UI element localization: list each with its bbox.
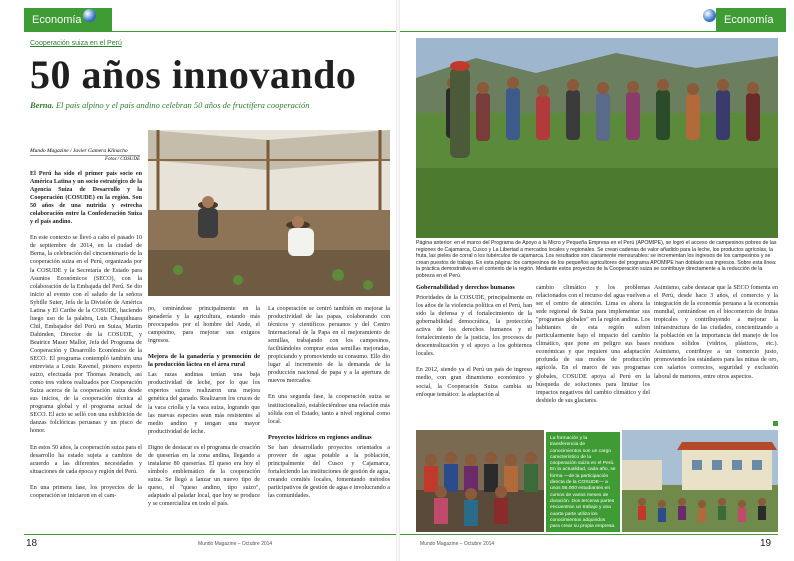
byline-rule xyxy=(30,155,140,156)
page-number-left: 18 xyxy=(26,538,38,549)
page-number-right: 19 xyxy=(760,538,772,549)
article-column-5 xyxy=(536,284,650,424)
article-column-1 xyxy=(30,170,142,540)
field-illustration xyxy=(416,38,778,238)
paragraph: En una primera fase, los proyectos de la cooperación se iniciaron en el cam- xyxy=(30,484,142,499)
section-label-right: Economía xyxy=(724,14,774,26)
page-gutter xyxy=(396,0,400,561)
article-column-3 xyxy=(268,305,390,535)
section-heading: Proyectos hídricos en regiones andinas xyxy=(268,433,372,441)
article-column-2 xyxy=(148,305,260,535)
paragraph: Asimismo, cabe destacar que la SECO fomenta en el Perú, desde hace 3 años, el comercio y la integración de la economía peruana a la economía mundial, centrándose en el biocomercio de frutas tropicales y contribuyendo a mejorar la infraestructura de las ciudades, concientizando a la población en la importancia del manejo de los residuos sólidos (vidrios, plásticos, etc.). Asimismo, contribuye a un comercio justo, promoviendo los estándares para las minas de oro, con salarios correctos, seguridad y exclusión laboral de menores, entre otros aspectos. xyxy=(654,285,778,380)
footer-magazine-left: Mundo Magazine – Octubre 2014 xyxy=(198,541,273,547)
lead-paragraph: El Perú ha sido el primer país socio en América Latina y un socio estratégico de la Agencia Suiza de Desarrollo y la Cooperación (COSUDE) en la región. Son 50 años de una nutrida y estrecha colaboración entre la Confederación Suiza y el país andino. xyxy=(30,171,142,226)
group-illustration xyxy=(416,430,544,532)
subtitle-lead: Berna. xyxy=(30,100,54,110)
header-rule-left xyxy=(24,31,396,32)
paragraph: Se han desarrollado proyectos orientados a proveer de agua potable a la población, principalmente del Cusco y Cajamarca, fortaleciendo las instituciones de gestión de agua, creando comités locales, fomentando métodos participativos de gestión de agua e involucrando a las comunidades. xyxy=(268,444,391,499)
farmers-field-photo xyxy=(416,38,778,238)
footer-rule-right xyxy=(400,534,778,535)
section-heading: Gobernabilidad y derechos humanos xyxy=(416,284,515,291)
paragraph: cambio climático y los problemas relacionados con el recurso del agua vuelven a ser el centro de atención. Lima es ahora la sede regional de Suiza para implementar sus "programas globales" en la región andina. Los habitantes de esta región sufren particularmente bajo el impacto del cambio climático, que pone en peligro sus bases económicas y que requiere una adaptación profunda de sus modos de producción agrícola. En el marco de sus programas globales, COSUDE apoya al Perú en la búsqueda de soluciones para limitar los impactos negativos del cambio climático y del deshielo de sus glaciares. xyxy=(536,285,650,404)
header-rule-right xyxy=(400,31,778,32)
section-heading: Mejora de la ganadería y promoción de la producción láctea en el área rural xyxy=(148,353,260,369)
paragraph: En este contexto se llevó a cabo el pasado 10 de septiembre de 2014, en la ciudad de Berna, la celebración del cincuentenario de la cooperación suiza en el Perú, organizada por la COSUDE y la Secretaría de Estado para Asuntos Económicos (SECO), con la colaboración de la Embajada del Perú. Se dio inicio al evento con el saludo de la señora Sybille Suter, Jefa de la División de América Latina y El Caribe de la COSUDE, haciendo luego uso de la palabra, Luis Chuquihuara Chil, Embajador del Perú en Suiza, Martin Dahinden, Director de la COSUDE, y Beatrice Maser Mallor, Jefa del Programa de Cooperación y Desarrollo Económico de la SECO. El programa contempló también una entrevista a Louis Ravenel, pionero experto suizo, efectuada por Thomas Jenatsch, así como tres videos realizados por Cooperación Suiza acerca de la cooperación suiza desde sus inicios, de la cooperación técnica al programa global y el programa actual de SECO. El acto se selló con una exhibición de danzas folclóricas peruanas y un pisco de honor. xyxy=(30,235,142,435)
greenhouse-photo xyxy=(148,130,390,296)
subtitle-text: El país alpino y el país andino celebran 50 años de fructífera cooperación xyxy=(53,100,310,110)
info-box xyxy=(546,432,620,532)
school-illustration xyxy=(622,430,778,532)
group-photo xyxy=(416,430,544,532)
paragraph: po, centrándose principalmente en la ganadería y la agricultura, estando más preocupados por el hombre del Ande, el campesino, para mejorar sus exiguos ingresos. xyxy=(148,306,260,345)
section-header-left xyxy=(24,8,112,32)
paragraph: En 2012, siendo ya el Perú un país de ingreso medio, con gran dinamismo económico y social, la Cooperación Suiza cambia su enfoque temático: la adaptación al xyxy=(416,367,532,398)
greenhouse-illustration xyxy=(148,130,390,296)
footer-magazine-right: Mundo Magazine – Octubre 2014 xyxy=(420,541,495,547)
footer-rule-left xyxy=(24,534,396,535)
section-label-left: Economía xyxy=(32,14,82,26)
paragraph: En una segunda fase, la cooperación suiza se institucionalizó, estableciéndose una relación más sólida con el Estado, tanto a nivel regional como local. xyxy=(268,394,390,425)
article-column-6 xyxy=(654,284,778,424)
section-header-right xyxy=(716,8,786,32)
info-box-text: La formación y la transferencia de conocimientos son un cargo característico de la cooperación suiza en el Perú. En la actualidad, cada año, se forma —de la participación directa de la COSUDE— a unos 56.000 estudiantes en cursos de varios meses de duración. Dos terceras partes encuentran un trabajo y una cuarta parte utiliza los conocimientos adquiridos para crear su propia empresa. xyxy=(550,436,616,530)
article-column-4 xyxy=(416,284,532,424)
paragraph: Prioridades de la COSUDE, principalmente en los años de la violencia política en el Perú, han sido la defensa y el fortalecimiento de la gobernabilidad democrática, la protección activa de los derechos humanos y el fortalecimiento de la justicia, los procesos de descentralización y el apoyo a los gobiernos locales. xyxy=(416,295,532,358)
school-photo xyxy=(622,430,778,532)
subtitle xyxy=(30,100,400,110)
photo-caption: Página anterior: en el marco del Programa de Apoyo a la Micro y Pequeña Empresa en el Perú (APOMIPE), se logró el acceso de campesinos pobres de las regiones de Cajamarca, Cusco y La Libertad a mercados locales y regionales. Se crean cadenas de valor añadido para la leche, los productos agrícolas, la fruta, las pieles de corral o los tubérculos de cajamarca. Los resultados son claramente mensurables: se incrementan los ingresos de los campesinos y se crean puestos de trabajo. En esta página: los campesinos de los pequeños agricultores del programa APOMIPE han doblado sus ingresos. Sobre esta línea: la práctica demostrativa en el contexto de la región. Mediante estos proyectos de la Cooperación suiza se contribuye directamente a la reducción de la pobreza en el Perú. xyxy=(416,240,777,279)
paragraph: Las razas andinas tenían una baja productividad de leche, por lo que los expertos suizos realizaron una mejora genética del ganado. Realizaron los cruces de la vaca criolla y la vaca suiza, logrando que las nuevas especies sean más resistentes al medio andino y tengan una mayor productividad de leche. xyxy=(148,372,260,435)
photo-credit: Fotos / COSUDE xyxy=(105,157,140,162)
end-mark-icon xyxy=(773,421,778,426)
page-title: 50 años innovando xyxy=(30,52,357,97)
byline: Mundo Magazine / Javier Gamera Klinacho xyxy=(30,148,128,154)
paragraph: La cooperación se centró también en mejorar la productividad de las papas, colaborando con técnicos y científicos peruanos y del Centro Internacional de la Papa en el mejoramiento de semillas, trabajando con los campesinos, facilitándoles comprar estas semillas mejoradas, propiciando y promoviendo su consumo. Ello dio lugar al incremento de la demanda de la producción nacional de papa y a la apertura de nuevos mercados. xyxy=(268,306,390,385)
globe-icon xyxy=(703,9,716,22)
kicker: Cooperación suiza en el Perú xyxy=(30,40,122,47)
paragraph: Digno de destacar es el programa de creación de queserías en la zona andina, llegando a instalarse 80 queserías. El queso era hoy el símbolo emblemático de la cooperación suiza. Se llegó a lanzar un nuevo tipo de queso, el "queso andino, tipo suizo", adaptado al paladar local, que hoy se produce y se comercializa en todo el país. xyxy=(148,444,260,508)
paragraph: En estos 50 años, la cooperación suiza para el desarrollo ha estado sujeta a cambios de acuerdo a las diferentes necesidades y situaciones de cada época y región del Perú. xyxy=(30,444,142,475)
globe-icon xyxy=(83,9,96,22)
